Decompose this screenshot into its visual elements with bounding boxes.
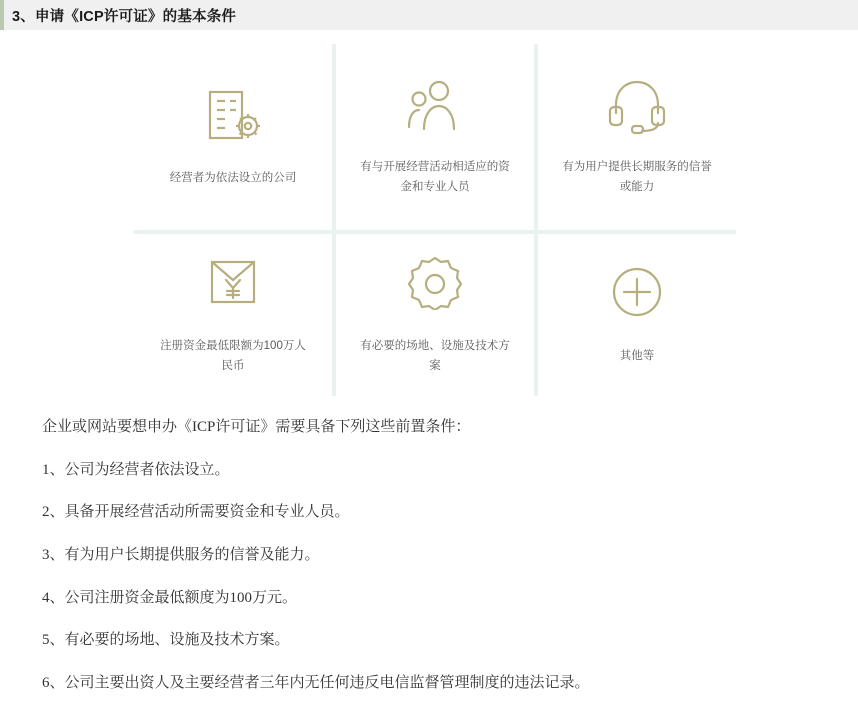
condition-card-caption: 其他等 <box>619 349 655 362</box>
condition-card <box>336 44 534 230</box>
yuan-envelope-icon <box>203 254 263 310</box>
gear-icon <box>406 254 464 310</box>
condition-card-caption: 经营者为依法设立的公司 <box>169 171 297 184</box>
condition-card-caption: 注册资金最低限额为100万人民币 <box>160 339 306 372</box>
body-copy <box>0 410 858 702</box>
body-list-item: 4、公司注册资金最低额度为100万元。 <box>42 589 298 606</box>
body-intro: 企业或网站要想申办《ICP许可证》需要具备下列这些前置条件： <box>42 419 471 435</box>
condition-card-caption: 有与开展经营活动相适应的资金和专业人员 <box>360 160 510 193</box>
page-title: 3、申请《ICP许可证》的基本条件 <box>12 8 237 25</box>
people-icon <box>404 77 466 135</box>
condition-card-caption: 有为用户提供长期服务的信誉或能力 <box>562 160 712 193</box>
condition-card <box>538 44 736 230</box>
plus-circle-icon <box>608 264 666 320</box>
condition-card-grid-wrapper <box>0 44 858 396</box>
body-list-item: 5、有必要的场地、设施及技术方案。 <box>42 632 290 649</box>
condition-card <box>134 234 332 396</box>
body-list-item: 2、具备开展经营活动所需要资金和专业人员。 <box>42 504 350 521</box>
building-gear-icon <box>200 86 266 146</box>
headset-icon <box>606 77 668 135</box>
body-list-item: 6、公司主要出资人及主要经营者三年内无任何违反电信监督管理制度的违法记录。 <box>42 675 590 692</box>
section-heading-bar <box>0 0 858 30</box>
condition-card-caption: 有必要的场地、设施及技术方案 <box>360 339 510 372</box>
condition-card <box>134 44 332 230</box>
condition-card <box>336 234 534 396</box>
body-list-item: 3、有为用户长期提供服务的信誉及能力。 <box>42 547 320 564</box>
condition-card <box>538 234 736 396</box>
body-list-item: 1、公司为经营者依法设立。 <box>42 461 230 478</box>
condition-card-grid <box>134 44 736 396</box>
